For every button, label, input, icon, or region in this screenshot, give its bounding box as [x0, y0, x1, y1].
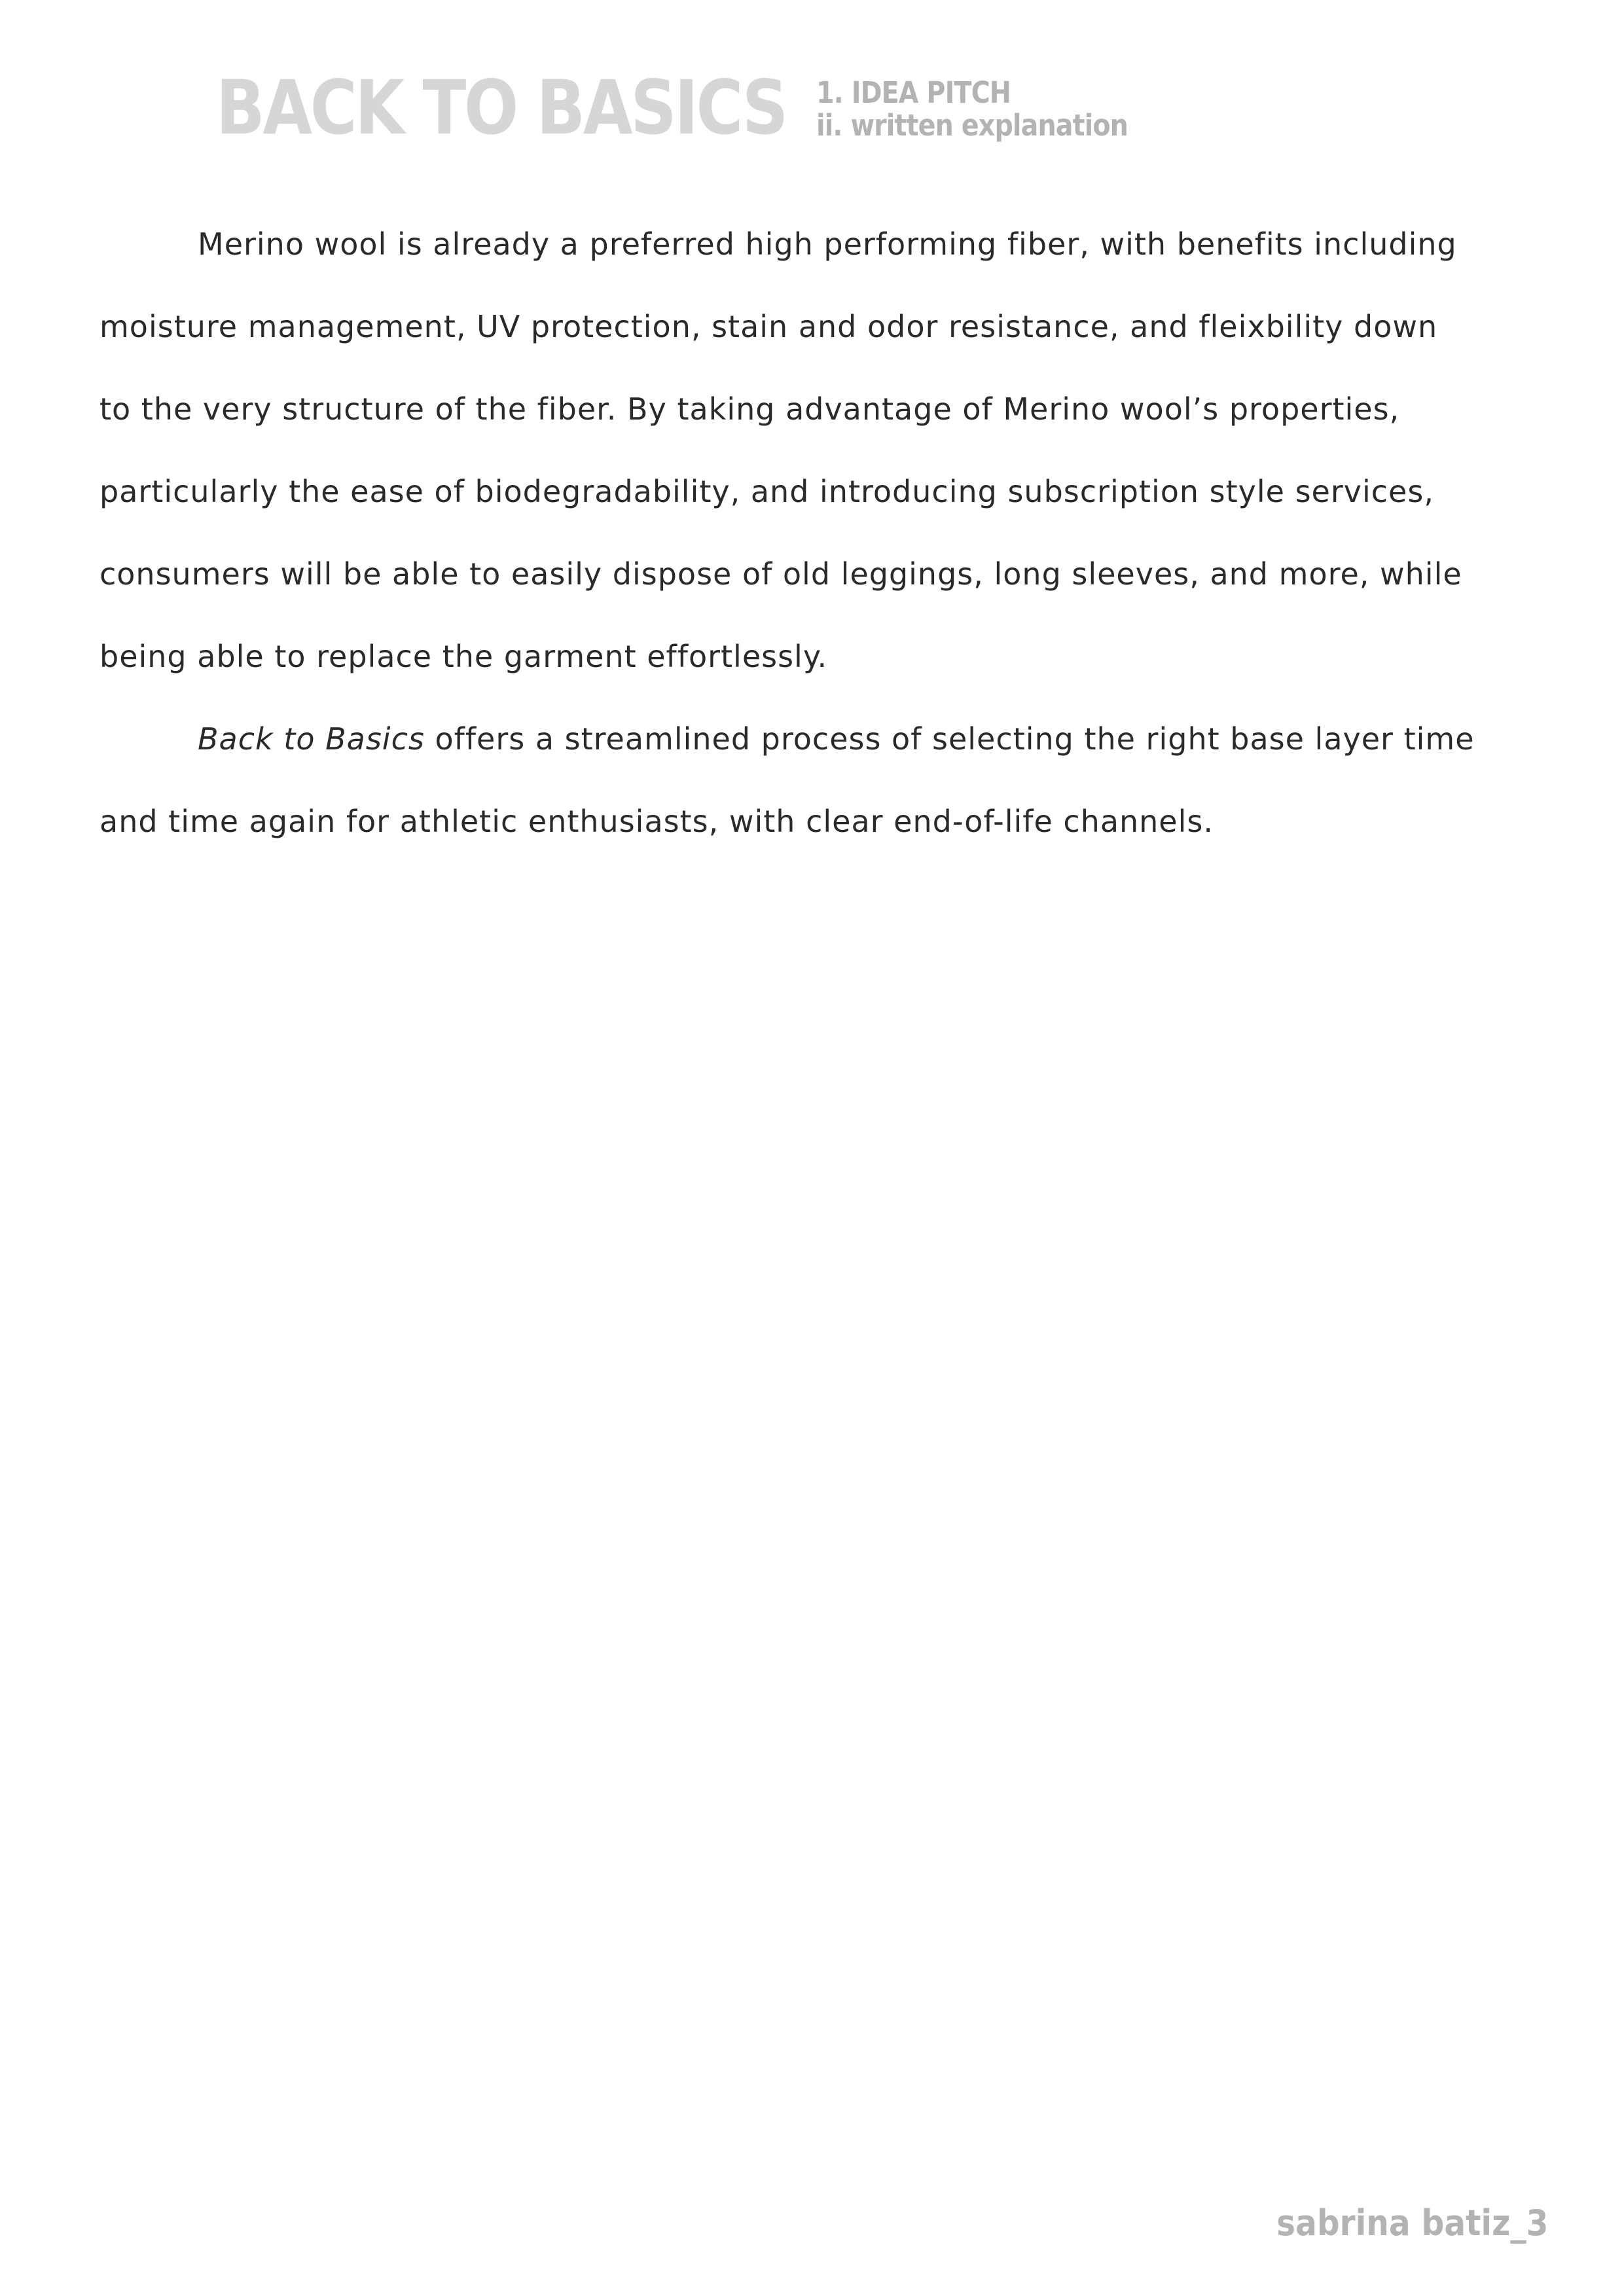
- italic-product-name: Back to Basics: [198, 721, 425, 757]
- section-heading: 1. IDEA PITCH: [816, 75, 1011, 110]
- body-text: [99, 203, 1494, 863]
- paragraph-line: being able to replace the garment effortlessly.: [99, 639, 828, 674]
- paragraph-line: [99, 698, 1494, 780]
- section-labels: [816, 77, 1128, 142]
- paragraph-2: [99, 698, 1494, 863]
- paragraph-line: Merino wool is already a preferred high performing fiber, with benefits including: [198, 226, 1457, 262]
- footer-author-page: sabrina batiz_3: [1276, 2202, 1548, 2244]
- paragraph-line: consumers will be able to easily dispose of old leggings, long sleeves, and more, while: [99, 556, 1462, 592]
- paragraph-line: particularly the ease of biodegradability, and introducing subscription style services,: [99, 474, 1434, 509]
- paragraph-line: moisture management, UV protection, stain and odor resistance, and fleixbility down: [99, 309, 1438, 344]
- paragraph-line-text: offers a streamlined process of selecting the right base layer time: [424, 721, 1475, 757]
- subsection-heading: ii. written explanation: [816, 108, 1128, 143]
- document-title: BACK TO BASICS: [216, 64, 786, 151]
- paragraph-line: and time again for athletic enthusiasts, with clear end-of-life channels.: [99, 804, 1214, 839]
- paragraph-1: [99, 203, 1494, 698]
- paragraph-line: to the very structure of the fiber. By taking advantage of Merino wool’s properties,: [99, 391, 1400, 427]
